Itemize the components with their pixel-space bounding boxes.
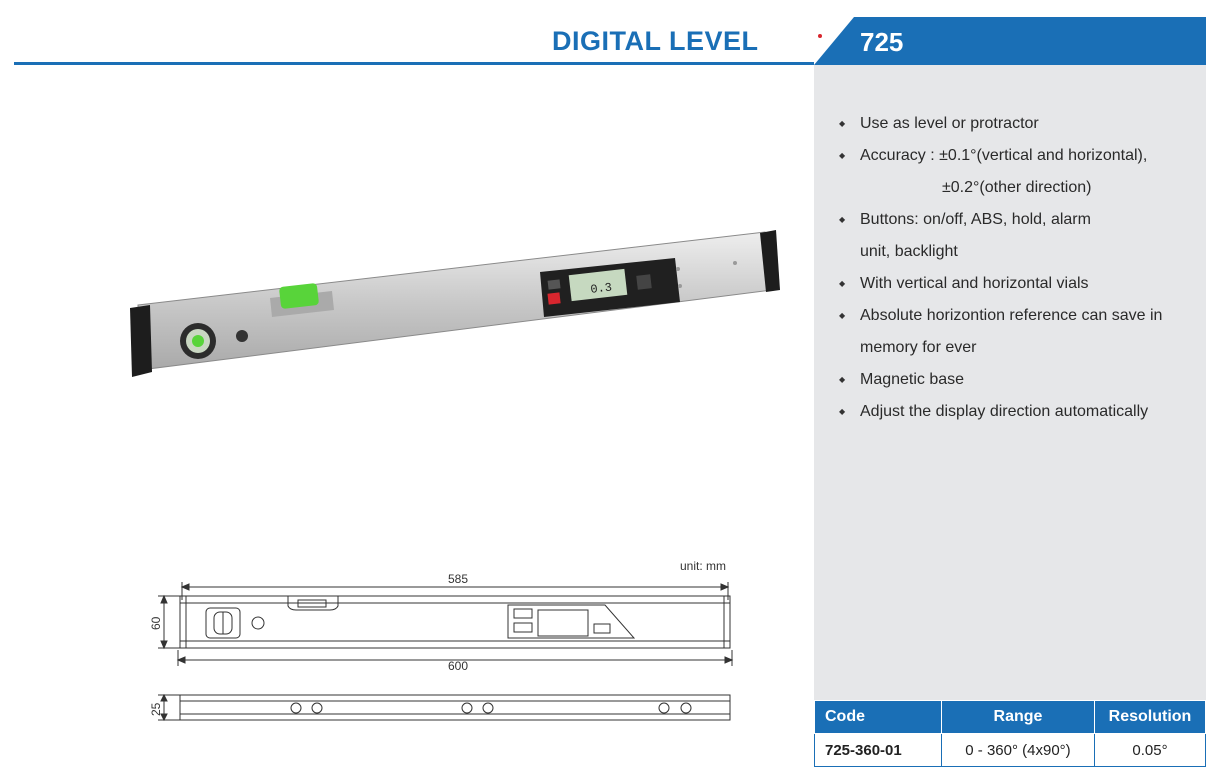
dim-inner-length: 585 xyxy=(448,572,469,586)
feature-item: unit, backlight xyxy=(860,243,958,260)
front-view-outline xyxy=(180,596,730,648)
dim-total-length: 600 xyxy=(448,659,469,673)
left-end-cap xyxy=(130,305,152,377)
table-row xyxy=(815,734,1206,767)
spec-table-header-row xyxy=(815,701,1206,734)
cell-resolution: 0.05° xyxy=(1095,734,1206,767)
lcd-reading: 0.3 xyxy=(589,280,613,297)
header-range: Range xyxy=(942,701,1095,734)
screw-hole xyxy=(236,330,248,342)
dim-height: 60 xyxy=(149,616,163,630)
header-resolution: Resolution xyxy=(1095,701,1206,734)
dim-depth: 25 xyxy=(149,702,163,716)
spec-table xyxy=(814,700,1206,767)
unit-label: unit: mm xyxy=(680,559,727,573)
feature-item: ◆ Accuracy : ±0.1°(vertical and horizontal), xyxy=(838,140,1162,172)
feature-item: ◆ Magnetic base xyxy=(838,364,1162,396)
feature-item: ◆ Adjust the display direction automatically xyxy=(838,396,1162,428)
title-underline xyxy=(14,62,814,65)
feature-item: memory for ever xyxy=(860,339,977,356)
feature-item: ±0.2°(other direction) xyxy=(942,179,1092,196)
technical-drawing xyxy=(140,570,740,730)
feature-list xyxy=(838,108,1162,428)
feature-item: ◆ With vertical and horizontal vials xyxy=(838,268,1162,300)
cell-range: 0 - 360° (4x90°) xyxy=(942,734,1095,767)
header-code: Code xyxy=(815,701,942,734)
accent-dot xyxy=(818,34,822,38)
feature-item: ◆ Use as level or protractor xyxy=(838,108,1162,140)
cell-code: 725-360-01 xyxy=(815,734,942,767)
feature-item: ◆ Absolute horizontion reference can save in xyxy=(838,300,1162,332)
model-code: 725 xyxy=(860,27,904,57)
feature-item: ◆ Buttons: on/off, ABS, hold, alarm xyxy=(838,204,1162,236)
red-button xyxy=(547,292,560,304)
page-title: DIGITAL LEVEL xyxy=(552,26,759,56)
horizontal-vial xyxy=(279,283,319,309)
side-view-outline xyxy=(180,695,730,720)
product-image xyxy=(120,220,790,395)
